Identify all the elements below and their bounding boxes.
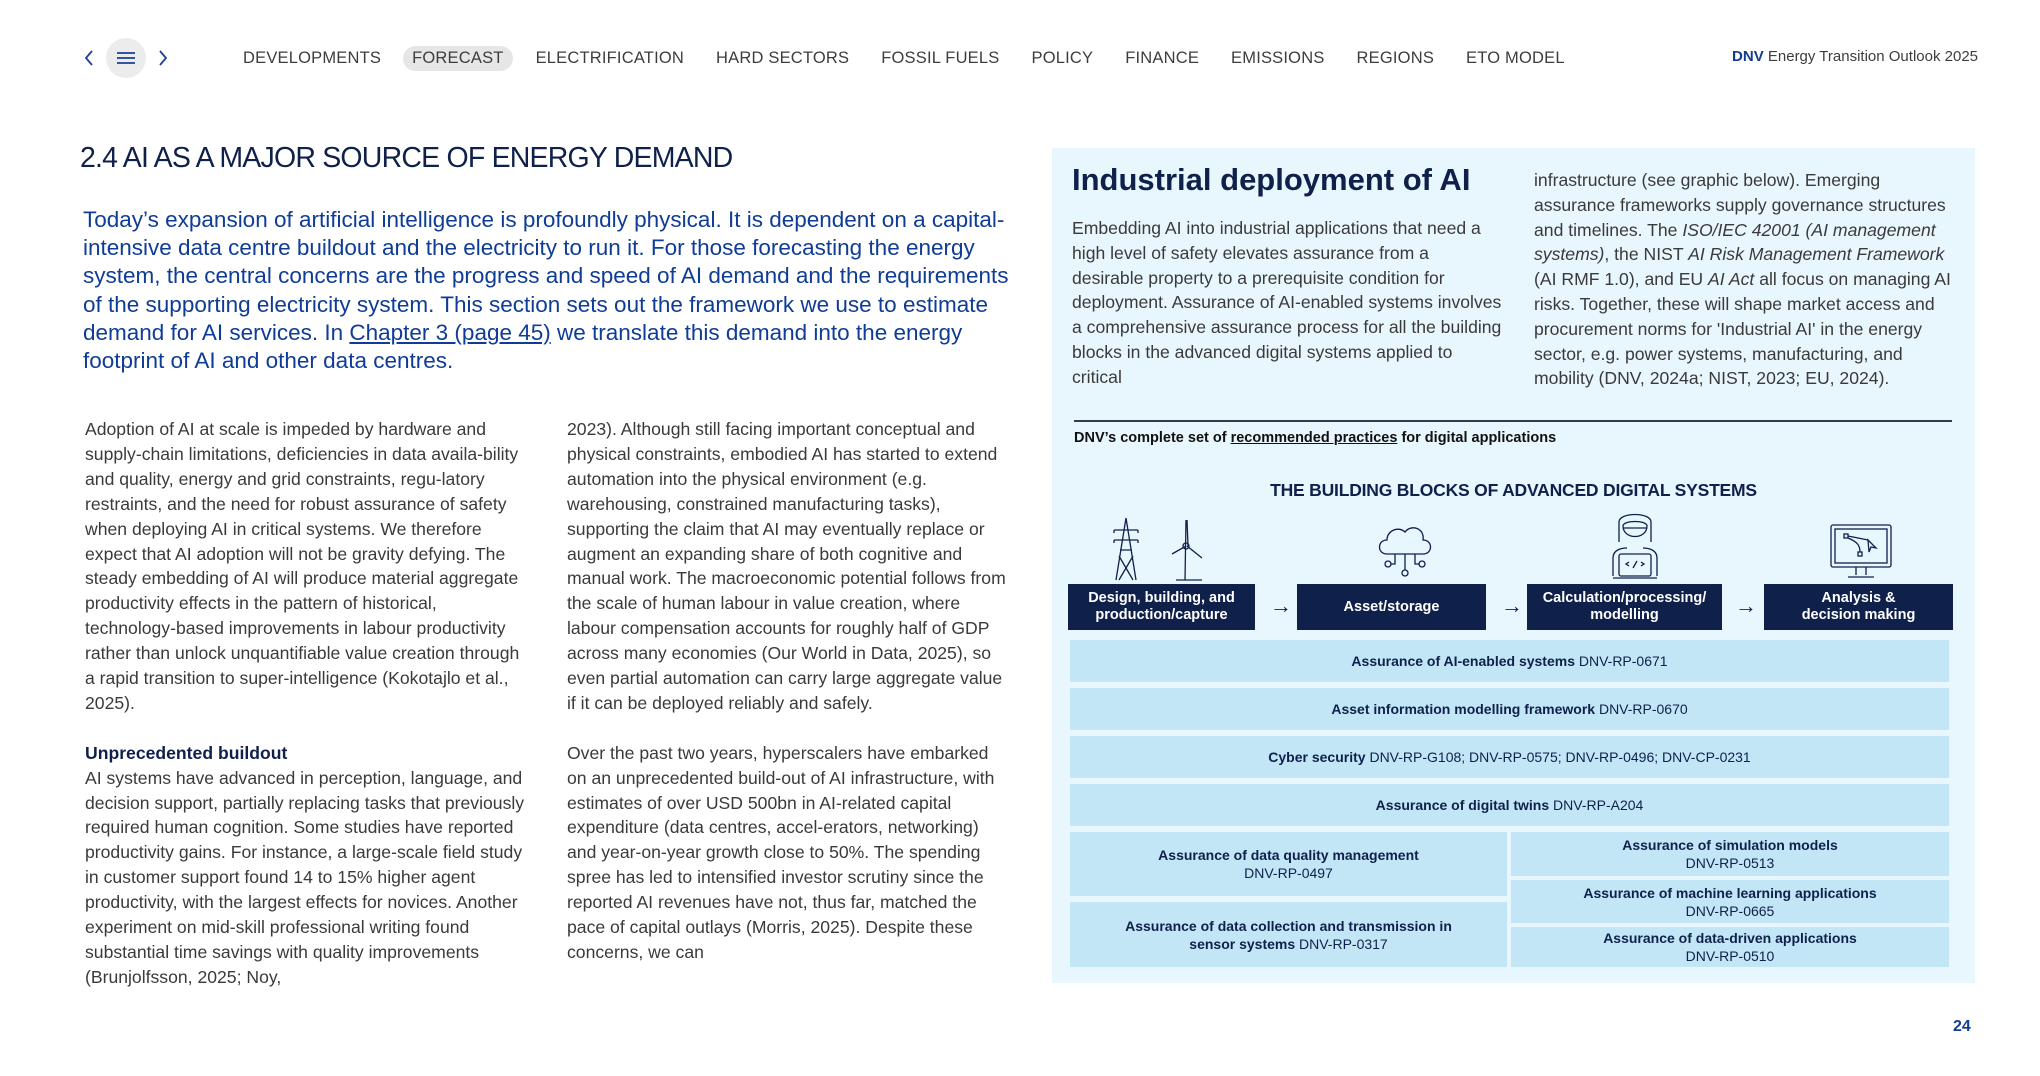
stage-3-icons (1542, 506, 1727, 582)
practice-name: Assurance of AI-enabled systems (1351, 653, 1575, 669)
panel-italic-nist: AI Risk Management Framework (1688, 244, 1945, 265)
practice-code: DNV-RP-0317 (1299, 935, 1388, 952)
panel-text: all focus on managing AI risks. Together, these will shape market access and procurement norms for 'Industrial AI' in the energy sector, e.g. power systems, manufacturing, and mobility (DNV, 2024a; NIST, 2023; EU, 2024). (1534, 269, 1951, 389)
tab-developments[interactable]: DEVELOPMENTS (243, 48, 382, 67)
practice-code: DNV-RP-0497 (1244, 865, 1333, 881)
industrial-ai-sidebar-panel (1052, 148, 1975, 983)
divider (1074, 420, 1952, 422)
stage-label: Calculation/processing/ (1542, 590, 1707, 606)
panel-text: infrastructure (see graphic below). Emerging assurance frameworks supply governance structures and timelines. The (1534, 170, 1946, 240)
pylon-wind-turbine-icon (1106, 516, 1226, 582)
band-assurance-digital-twins (1070, 784, 1949, 826)
panel-title: Industrial deployment of AI (1072, 162, 1471, 197)
stage-calculation-processing-modelling (1527, 584, 1722, 630)
hamburger-menu-icon (117, 51, 135, 65)
panel-italic-ai-act: AI Act (1708, 269, 1755, 290)
practice-code: DNV-RP-0513 (1685, 855, 1775, 871)
band-cyber-security (1070, 736, 1949, 778)
body-paragraph: Over the past two years, hyperscalers have embarked on an unprecedented build-out of AI infrastructure, with estimates of over USD 500bn in AI-related capital expenditure (data centres, accel-erators, networking) and year-on-year growth close to 50%. The spending spree has led to intensified investor scrutiny since the reported AI revenues have not, thus far, matched the pace of capital outlays (Morris, 2025). Despite these concerns, we can (567, 742, 995, 963)
brand-logo-text: DNV (1732, 48, 1764, 65)
cloud-network-icon (1375, 516, 1435, 582)
block-data-collection-transmission (1070, 902, 1507, 967)
band-assurance-ai-enabled-systems (1070, 640, 1949, 682)
section-title: 2.4 AI AS A MAJOR SOURCE OF ENERGY DEMAND (80, 142, 733, 174)
stage-label: Asset/storage (1343, 598, 1440, 615)
practice-name: Assurance of machine learning applications (1583, 884, 1877, 901)
stage-analysis-decision-making (1764, 584, 1953, 630)
practice-code: DNV-RP-0671 (1578, 653, 1668, 669)
body-column-1 (85, 417, 530, 1015)
tab-electrification[interactable]: ELECTRIFICATION (535, 48, 685, 67)
body-paragraph: 2023). Although still facing important conceptual and physical constraints, embodied AI has started to extend automation into the physical environment (e.g. warehousing, constrained manufacturing tasks), supporting the claim that AI may eventually replace or augment an expanding share of both cognitive and manual work. The macroeconomic potential follows from the scale of human labour in value creation, where labour compensation accounts for roughly half of GDP across many economies (Our World in Data, 2025), so even partial automation can carry large aggregate value if it can be deployed reliably and safely. (567, 419, 1006, 713)
practice-name: sensor systems (1189, 935, 1296, 952)
page-number: 24 (1953, 1018, 1971, 1035)
body-paragraph: AI systems have advanced in perception, language, and decision support, partially replacing tasks that previously required human cognition. Some studies have reported productivity gains. For instance, a large-scale field study in customer support found 14 to 15% higher agent productivity, with the largest effects for novices. Another experiment on mid-skill professional writing found substantial time savings with quality improvements (Brunjolfsson, 2025; Noy, (85, 767, 525, 987)
chevron-left-icon (84, 50, 94, 66)
tab-regions[interactable]: REGIONS (1356, 48, 1435, 67)
subheading-unprecedented-buildout: Unprecedented buildout (85, 742, 288, 763)
practice-name: Cyber security (1268, 749, 1366, 765)
diagram-title: THE BUILDING BLOCKS OF ADVANCED DIGITAL SYSTEMS (1270, 480, 1757, 500)
practice-code: DNV-RP-G108; DNV-RP-0575; DNV-RP-0496; DNV-CP-0231 (1369, 749, 1751, 765)
panel-paragraph-1: Embedding AI into industrial applications that need a high level of safety elevates assurance from a desirable property to a prerequisite condition for deployment. Assurance of AI-enabled systems involves a comprehensive assurance process for all the building blocks in the advanced digital systems applied to critical (1072, 218, 1502, 387)
lead-paragraph (83, 206, 1013, 375)
tab-policy[interactable]: POLICY (1031, 48, 1094, 67)
practice-code: DNV-RP-A204 (1553, 797, 1644, 813)
brand-title (1732, 48, 1978, 65)
menu-button[interactable] (106, 38, 146, 78)
practice-code: DNV-RP-0665 (1685, 902, 1775, 919)
top-navigation (78, 38, 2040, 78)
stage-1-icons (1072, 506, 1259, 582)
caption-text: for digital applications (1397, 430, 1557, 446)
panel-text: , the NIST (1604, 244, 1689, 265)
tab-hard-sectors[interactable]: HARD SECTORS (716, 48, 850, 67)
arrow-right-icon: → (1270, 593, 1292, 618)
practice-name: Assurance of data quality management (1158, 847, 1419, 863)
body-column-2 (567, 417, 1012, 990)
stage-design-building-production (1068, 584, 1255, 630)
stage-asset-storage (1297, 584, 1486, 630)
stage-label: Analysis & (1821, 590, 1896, 606)
report-title: Energy Transition Outlook 2025 (1767, 48, 1978, 65)
stage-label: decision making (1801, 607, 1916, 623)
caption-text: DNV’s complete set of (1074, 430, 1231, 446)
stage-2-icons (1311, 506, 1498, 582)
practice-name: Assurance of data-driven applications (1603, 930, 1857, 946)
arrow-right-icon: → (1501, 593, 1523, 618)
chapter-tabs (243, 38, 1597, 78)
lead-text: Today’s expansion of artificial intelligence is profoundly physical. It is dependent on a capital-intensive data centre buildout and the electricity to run it. For those forecasting the energy system, the central concerns are the progress and speed of AI demand and the requirements of the supporting electricity system. This section sets out the framework we use to estimate demand for AI services. In (83, 207, 1009, 345)
recommended-practices-link[interactable]: recommended practices (1230, 430, 1398, 446)
tab-emissions[interactable]: EMISSIONS (1231, 48, 1325, 67)
panel-text: (AI RMF 1.0), and EU (1534, 269, 1709, 290)
tab-eto-model[interactable]: ETO MODEL (1466, 48, 1565, 67)
practice-name: Assurance of simulation models (1622, 837, 1838, 853)
practice-code: DNV-RP-0670 (1598, 701, 1688, 717)
block-data-driven-applications (1511, 927, 1949, 967)
block-simulation-models (1511, 832, 1949, 876)
practice-name: Asset information modelling framework (1331, 701, 1596, 717)
chevron-right-icon (158, 50, 168, 66)
monitor-design-icon (1828, 522, 1894, 582)
stage-label: modelling (1590, 607, 1659, 623)
stage-label: Design, building, and (1088, 590, 1235, 606)
block-machine-learning-applications (1511, 880, 1949, 923)
arrow-right-icon: → (1735, 593, 1757, 618)
developer-laptop-icon (1607, 510, 1663, 582)
lead-text-end: we translate this demand into the energy footprint of AI and other data centres. (83, 319, 963, 374)
tab-fossil-fuels[interactable]: FOSSIL FUELS (881, 48, 1000, 67)
panel-paragraph-2 (1534, 168, 1964, 391)
block-data-quality-management (1070, 832, 1507, 896)
panel-italic-iso: ISO/IEC 42001 (AI management systems) (1534, 219, 1936, 265)
tab-forecast[interactable]: FORECAST (403, 46, 512, 71)
practice-name: Assurance of data collection and transmission in (1125, 917, 1452, 934)
tab-finance[interactable]: FINANCE (1125, 48, 1200, 67)
practice-code: DNV-RP-0510 (1685, 948, 1775, 964)
recommended-practices-caption (1074, 430, 1556, 446)
previous-page-button[interactable] (78, 43, 100, 73)
chapter-3-link[interactable]: Chapter 3 (page 45) (349, 319, 551, 345)
body-paragraph: Adoption of AI at scale is impeded by hardware and supply-chain limitations, deficiencies in data availa-bility and quality, energy and grid constraints, regu-latory restraints, and the need for robust assurance of safety when deploying AI in critical systems. We therefore expect that AI adoption will not be gravity defying. The steady embedding of AI will produce material aggregate productivity effects in the pattern of historical, technology-based improvements in labour productivity rather than unlock unquantifiable value creation through a rapid transition to super-intelligence (Kokotajlo et al., 2025). (85, 419, 520, 713)
practice-name: Assurance of digital twins (1375, 797, 1550, 813)
band-asset-information-modelling (1070, 688, 1949, 730)
next-page-button[interactable] (152, 43, 174, 73)
stage-4-icons (1767, 506, 1954, 582)
stage-label: production/capture (1095, 607, 1228, 623)
